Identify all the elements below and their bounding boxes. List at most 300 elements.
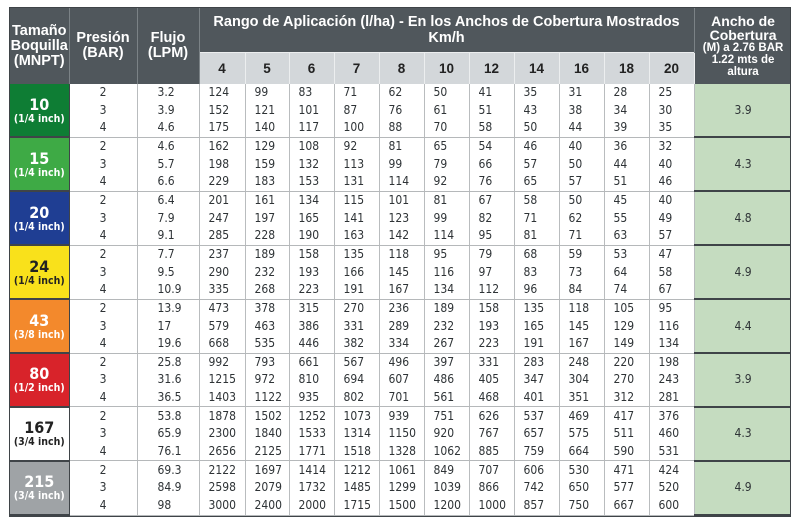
application-rate-cell: 87 [334, 102, 379, 120]
pressure-cell: 4 [69, 227, 137, 245]
nozzle-thread-size: (1/4 inch) [13, 220, 65, 233]
application-rate-cell: 131 [334, 173, 379, 191]
application-range-header [199, 8, 694, 53]
pressure-cell: 3 [69, 425, 137, 443]
nozzle-size-cell [10, 245, 69, 299]
application-rate-cell: 2079 [245, 479, 289, 497]
flow-cell: 6.4 [137, 191, 199, 209]
application-rate-cell: 1150 [379, 425, 424, 443]
application-rate-cell: 134 [424, 281, 469, 299]
table-row [10, 102, 791, 120]
application-rate-cell: 158 [289, 245, 334, 263]
application-rate-cell: 707 [469, 461, 514, 479]
application-rate-cell: 267 [424, 335, 469, 353]
application-rate-cell: 1715 [334, 497, 379, 515]
application-rate-cell: 167 [379, 281, 424, 299]
application-rate-cell: 40 [649, 156, 694, 174]
application-rate-cell: 84 [559, 281, 604, 299]
pressure-cell: 2 [69, 191, 137, 209]
speed-column-header: 4 [199, 53, 245, 85]
application-rate-cell: 51 [604, 173, 649, 191]
nozzle-size-number: 24 [29, 256, 50, 276]
application-rate-cell: 145 [379, 263, 424, 281]
nozzle-thread-size: (1/4 inch) [13, 274, 65, 287]
application-rate-cell: 57 [514, 156, 559, 174]
application-rate-cell: 57 [649, 227, 694, 245]
application-rate-cell: 152 [199, 102, 245, 120]
table-row [10, 119, 791, 137]
speed-column-header: 16 [559, 53, 604, 85]
table-row [10, 371, 791, 389]
application-rate-cell: 742 [514, 479, 559, 497]
application-rate-cell: 577 [604, 479, 649, 497]
coverage-header-line2: Cobertura [709, 27, 777, 43]
application-rate-cell: 2598 [199, 479, 245, 497]
application-rate-cell: 189 [245, 245, 289, 263]
application-rate-cell: 650 [559, 479, 604, 497]
pressure-cell: 3 [69, 156, 137, 174]
application-rate-cell: 116 [649, 317, 694, 335]
coverage-width-header [694, 8, 791, 84]
application-rate-cell: 105 [604, 299, 649, 317]
application-rate-cell: 351 [559, 389, 604, 407]
application-rate-cell: 2656 [199, 443, 245, 461]
application-rate-cell: 201 [199, 191, 245, 209]
application-rate-cell: 590 [604, 443, 649, 461]
application-rate-cell: 386 [289, 317, 334, 335]
application-rate-cell: 2122 [199, 461, 245, 479]
nozzle-size-cell [10, 191, 69, 245]
nozzle-table [10, 8, 791, 516]
application-rate-cell: 1200 [424, 497, 469, 515]
flow-cell: 7.9 [137, 209, 199, 227]
application-rate-cell: 1878 [199, 407, 245, 425]
application-rate-cell: 108 [289, 137, 334, 155]
flow-cell: 6.6 [137, 173, 199, 191]
application-rate-cell: 767 [469, 425, 514, 443]
application-rate-cell: 83 [514, 263, 559, 281]
application-rate-table [9, 7, 791, 517]
application-rate-cell: 335 [199, 281, 245, 299]
application-rate-cell: 223 [289, 281, 334, 299]
pressure-cell: 4 [69, 281, 137, 299]
table-row [10, 317, 791, 335]
application-rate-cell: 531 [649, 443, 694, 461]
table-row [10, 479, 791, 497]
nozzle-size-header [10, 8, 69, 84]
application-rate-cell: 857 [514, 497, 559, 515]
table-row [10, 389, 791, 407]
application-rate-cell: 153 [289, 173, 334, 191]
table-row [10, 407, 791, 425]
application-rate-cell: 2300 [199, 425, 245, 443]
application-rate-cell: 1122 [245, 389, 289, 407]
application-rate-cell: 183 [245, 173, 289, 191]
application-rate-cell: 55 [604, 209, 649, 227]
application-rate-cell: 118 [559, 299, 604, 317]
application-rate-cell: 100 [334, 119, 379, 137]
application-rate-cell: 935 [289, 389, 334, 407]
application-rate-cell: 81 [424, 191, 469, 209]
application-rate-cell: 248 [559, 353, 604, 371]
application-rate-cell: 471 [604, 461, 649, 479]
nozzle-thread-size: (3/4 inch) [13, 490, 65, 503]
table-row [10, 461, 791, 479]
coverage-width-cell: 4.3 [694, 407, 791, 461]
application-rate-cell: 992 [199, 353, 245, 371]
application-rate-cell: 129 [245, 137, 289, 155]
application-rate-cell: 866 [469, 479, 514, 497]
application-rate-cell: 68 [514, 245, 559, 263]
flow-cell: 7.7 [137, 245, 199, 263]
application-rate-cell: 382 [334, 335, 379, 353]
application-rate-cell: 46 [514, 137, 559, 155]
application-rate-cell: 473 [199, 299, 245, 317]
nozzle-size-cell [10, 407, 69, 461]
flow-cell: 98 [137, 497, 199, 515]
application-rate-cell: 664 [559, 443, 604, 461]
application-rate-cell: 39 [604, 119, 649, 137]
application-rate-cell: 50 [514, 119, 559, 137]
application-rate-cell: 331 [469, 353, 514, 371]
application-rate-cell: 378 [245, 299, 289, 317]
application-rate-cell: 54 [469, 137, 514, 155]
application-rate-cell: 63 [604, 227, 649, 245]
application-rate-cell: 2000 [289, 497, 334, 515]
application-rate-cell: 1840 [245, 425, 289, 443]
application-rate-cell: 32 [649, 137, 694, 155]
application-rate-cell: 175 [199, 119, 245, 137]
table-row [10, 281, 791, 299]
table-body [10, 84, 791, 515]
application-rate-cell: 460 [649, 425, 694, 443]
flow-cell: 4.6 [137, 137, 199, 155]
pressure-header [69, 8, 137, 84]
application-rate-cell: 920 [424, 425, 469, 443]
table-row [10, 209, 791, 227]
flow-cell: 9.5 [137, 263, 199, 281]
application-rate-cell: 511 [604, 425, 649, 443]
table-row [10, 299, 791, 317]
application-rate-cell: 142 [379, 227, 424, 245]
coverage-width-cell: 4.4 [694, 299, 791, 353]
application-rate-cell: 281 [649, 389, 694, 407]
application-rate-cell: 118 [379, 245, 424, 263]
application-rate-cell: 36 [604, 137, 649, 155]
application-rate-cell: 62 [379, 84, 424, 102]
application-rate-cell: 1252 [289, 407, 334, 425]
application-rate-cell: 123 [379, 209, 424, 227]
application-rate-cell: 51 [469, 102, 514, 120]
application-rate-cell: 35 [649, 119, 694, 137]
application-rate-cell: 759 [514, 443, 559, 461]
pressure-cell: 4 [69, 119, 137, 137]
application-rate-cell: 1299 [379, 479, 424, 497]
application-rate-cell: 1414 [289, 461, 334, 479]
flow-cell: 4.6 [137, 119, 199, 137]
flow-header-line1: Flujo [150, 30, 186, 46]
pressure-cell: 4 [69, 389, 137, 407]
application-rate-cell: 58 [469, 119, 514, 137]
application-rate-cell: 141 [334, 209, 379, 227]
application-rate-cell: 1500 [379, 497, 424, 515]
application-rate-cell: 1215 [199, 371, 245, 389]
application-rate-cell: 232 [424, 317, 469, 335]
application-rate-cell: 50 [424, 84, 469, 102]
application-rate-cell: 59 [559, 245, 604, 263]
nozzle-thread-size: (3/8 inch) [13, 328, 65, 341]
table-row [10, 497, 791, 515]
speed-column-header: 20 [649, 53, 694, 85]
application-rate-cell: 537 [514, 407, 559, 425]
nozzle-size-header-line1: Tamaño [11, 22, 67, 39]
application-rate-cell: 50 [559, 156, 604, 174]
application-rate-cell: 49 [649, 209, 694, 227]
flow-cell: 53.8 [137, 407, 199, 425]
flow-cell: 10.9 [137, 281, 199, 299]
application-rate-cell: 101 [289, 102, 334, 120]
application-rate-cell: 694 [334, 371, 379, 389]
application-rate-cell: 270 [334, 299, 379, 317]
application-rate-cell: 1314 [334, 425, 379, 443]
nozzle-size-number: 20 [29, 202, 50, 222]
application-rate-cell: 74 [604, 281, 649, 299]
table-row [10, 191, 791, 209]
application-rate-cell: 2125 [245, 443, 289, 461]
application-rate-cell: 166 [334, 263, 379, 281]
application-rate-cell: 561 [424, 389, 469, 407]
application-rate-cell: 92 [334, 137, 379, 155]
coverage-header-line4: 1.22 mts de altura [711, 54, 775, 78]
pressure-header-line2: (BAR) [82, 45, 124, 61]
application-rate-cell: 159 [245, 156, 289, 174]
application-rate-cell: 44 [559, 119, 604, 137]
application-rate-cell: 972 [245, 371, 289, 389]
speed-column-header: 7 [334, 53, 379, 85]
nozzle-size-cell [10, 84, 69, 137]
application-rate-cell: 270 [604, 371, 649, 389]
application-rate-cell: 95 [424, 245, 469, 263]
application-rate-cell: 243 [649, 371, 694, 389]
application-rate-cell: 92 [424, 173, 469, 191]
application-rate-cell: 1000 [469, 497, 514, 515]
application-rate-cell: 79 [424, 156, 469, 174]
pressure-cell: 2 [69, 84, 137, 102]
application-rate-cell: 163 [334, 227, 379, 245]
coverage-width-cell: 3.9 [694, 84, 791, 137]
application-rate-cell: 132 [289, 156, 334, 174]
flow-cell: 13.9 [137, 299, 199, 317]
coverage-header-line1: Ancho de [711, 13, 775, 29]
application-rate-cell: 82 [469, 209, 514, 227]
application-rate-cell: 140 [245, 119, 289, 137]
application-rate-cell: 1061 [379, 461, 424, 479]
application-rate-cell: 667 [604, 497, 649, 515]
application-rate-cell: 113 [334, 156, 379, 174]
application-rate-cell: 283 [514, 353, 559, 371]
application-rate-cell: 197 [245, 209, 289, 227]
application-rate-cell: 43 [514, 102, 559, 120]
flow-cell: 84.9 [137, 479, 199, 497]
application-rate-cell: 99 [245, 84, 289, 102]
application-rate-cell: 71 [334, 84, 379, 102]
application-rate-cell: 2400 [245, 497, 289, 515]
application-rate-cell: 606 [514, 461, 559, 479]
application-rate-cell: 165 [514, 317, 559, 335]
application-rate-cell: 331 [334, 317, 379, 335]
speed-column-header: 14 [514, 53, 559, 85]
application-rate-cell: 81 [514, 227, 559, 245]
application-rate-cell: 165 [289, 209, 334, 227]
application-rate-cell: 268 [245, 281, 289, 299]
application-rate-cell: 40 [559, 137, 604, 155]
application-rate-cell: 121 [245, 102, 289, 120]
table-row [10, 245, 791, 263]
application-rate-cell: 35 [514, 84, 559, 102]
speed-column-header: 6 [289, 53, 334, 85]
application-rate-cell: 535 [245, 335, 289, 353]
application-rate-cell: 191 [514, 335, 559, 353]
application-rate-cell: 70 [424, 119, 469, 137]
application-rate-cell: 134 [289, 191, 334, 209]
application-rate-cell: 53 [604, 245, 649, 263]
application-rate-cell: 289 [379, 317, 424, 335]
pressure-cell: 2 [69, 299, 137, 317]
nozzle-size-header-line3: (MNPT) [13, 52, 65, 69]
application-rate-cell: 802 [334, 389, 379, 407]
pressure-cell: 3 [69, 317, 137, 335]
application-rate-cell: 112 [469, 281, 514, 299]
speed-column-header: 5 [245, 53, 289, 85]
application-rate-cell: 44 [604, 156, 649, 174]
nozzle-size-number: 10 [29, 94, 50, 114]
application-rate-cell: 134 [649, 335, 694, 353]
table-row [10, 425, 791, 443]
application-rate-cell: 793 [245, 353, 289, 371]
table-row [10, 263, 791, 281]
nozzle-size-number: 80 [29, 364, 50, 384]
nozzle-size-number: 15 [29, 148, 50, 168]
application-rate-cell: 312 [604, 389, 649, 407]
application-rate-cell: 668 [199, 335, 245, 353]
application-rate-cell: 76 [379, 102, 424, 120]
nozzle-size-cell [10, 461, 69, 515]
application-rate-cell: 939 [379, 407, 424, 425]
application-rate-cell: 114 [424, 227, 469, 245]
flow-header-line2: (LPM) [147, 45, 189, 61]
application-rate-cell: 162 [199, 137, 245, 155]
application-rate-cell: 88 [379, 119, 424, 137]
application-rate-cell: 95 [469, 227, 514, 245]
application-rate-cell: 67 [649, 281, 694, 299]
application-rate-cell: 228 [245, 227, 289, 245]
nozzle-size-number: 167 [24, 418, 55, 438]
application-rate-cell: 315 [289, 299, 334, 317]
application-rate-cell: 66 [469, 156, 514, 174]
application-rate-cell: 1062 [424, 443, 469, 461]
coverage-width-cell: 4.8 [694, 191, 791, 245]
application-rate-cell: 1697 [245, 461, 289, 479]
pressure-cell: 3 [69, 209, 137, 227]
application-rate-cell: 95 [649, 299, 694, 317]
application-rate-cell: 446 [289, 335, 334, 353]
application-rate-cell: 96 [514, 281, 559, 299]
nozzle-thread-size: (1/4 inch) [13, 112, 65, 125]
pressure-cell: 2 [69, 245, 137, 263]
application-rate-cell: 220 [604, 353, 649, 371]
application-rate-cell: 83 [289, 84, 334, 102]
coverage-width-cell: 3.9 [694, 353, 791, 407]
nozzle-size-cell [10, 353, 69, 407]
application-rate-cell: 1732 [289, 479, 334, 497]
application-rate-cell: 1518 [334, 443, 379, 461]
application-rate-cell: 304 [559, 371, 604, 389]
application-rate-cell: 657 [514, 425, 559, 443]
nozzle-size-cell [10, 299, 69, 353]
application-rate-cell: 236 [379, 299, 424, 317]
application-rate-cell: 530 [559, 461, 604, 479]
pressure-cell: 2 [69, 137, 137, 155]
application-rate-cell: 28 [604, 84, 649, 102]
pressure-cell: 2 [69, 407, 137, 425]
table-row [10, 335, 791, 353]
flow-cell: 25.8 [137, 353, 199, 371]
application-rate-cell: 79 [469, 245, 514, 263]
application-rate-cell: 99 [424, 209, 469, 227]
application-rate-cell: 167 [559, 335, 604, 353]
flow-cell: 76.1 [137, 443, 199, 461]
application-rate-cell: 229 [199, 173, 245, 191]
flow-header [137, 8, 199, 84]
flow-cell: 3.2 [137, 84, 199, 102]
nozzle-size-number: 43 [29, 310, 50, 330]
coverage-width-cell: 4.3 [694, 137, 791, 191]
application-rate-cell: 114 [379, 173, 424, 191]
nozzle-size-header-line2: Boquilla [10, 37, 68, 54]
application-rate-cell: 626 [469, 407, 514, 425]
application-rate-cell: 189 [424, 299, 469, 317]
application-rate-cell: 376 [649, 407, 694, 425]
application-rate-cell: 405 [469, 371, 514, 389]
nozzle-thread-size: (3/4 inch) [13, 436, 65, 449]
coverage-width-cell: 4.9 [694, 245, 791, 299]
application-rate-cell: 61 [424, 102, 469, 120]
application-rate-cell: 567 [334, 353, 379, 371]
flow-cell: 17 [137, 317, 199, 335]
application-rate-cell: 117 [289, 119, 334, 137]
application-rate-cell: 469 [559, 407, 604, 425]
application-rate-cell: 334 [379, 335, 424, 353]
application-rate-cell: 810 [289, 371, 334, 389]
application-rate-cell: 193 [289, 263, 334, 281]
pressure-cell: 2 [69, 461, 137, 479]
application-rate-cell: 223 [469, 335, 514, 353]
application-rate-cell: 468 [469, 389, 514, 407]
application-rate-cell: 750 [559, 497, 604, 515]
nozzle-size-cell [10, 137, 69, 191]
pressure-cell: 3 [69, 102, 137, 120]
application-rate-cell: 1212 [334, 461, 379, 479]
application-rate-cell: 116 [424, 263, 469, 281]
application-rate-cell: 1485 [334, 479, 379, 497]
application-rate-cell: 135 [514, 299, 559, 317]
application-rate-cell: 76 [469, 173, 514, 191]
application-rate-cell: 1328 [379, 443, 424, 461]
pressure-cell: 2 [69, 353, 137, 371]
application-rate-cell: 71 [559, 227, 604, 245]
application-rate-cell: 149 [604, 335, 649, 353]
application-rate-cell: 71 [514, 209, 559, 227]
